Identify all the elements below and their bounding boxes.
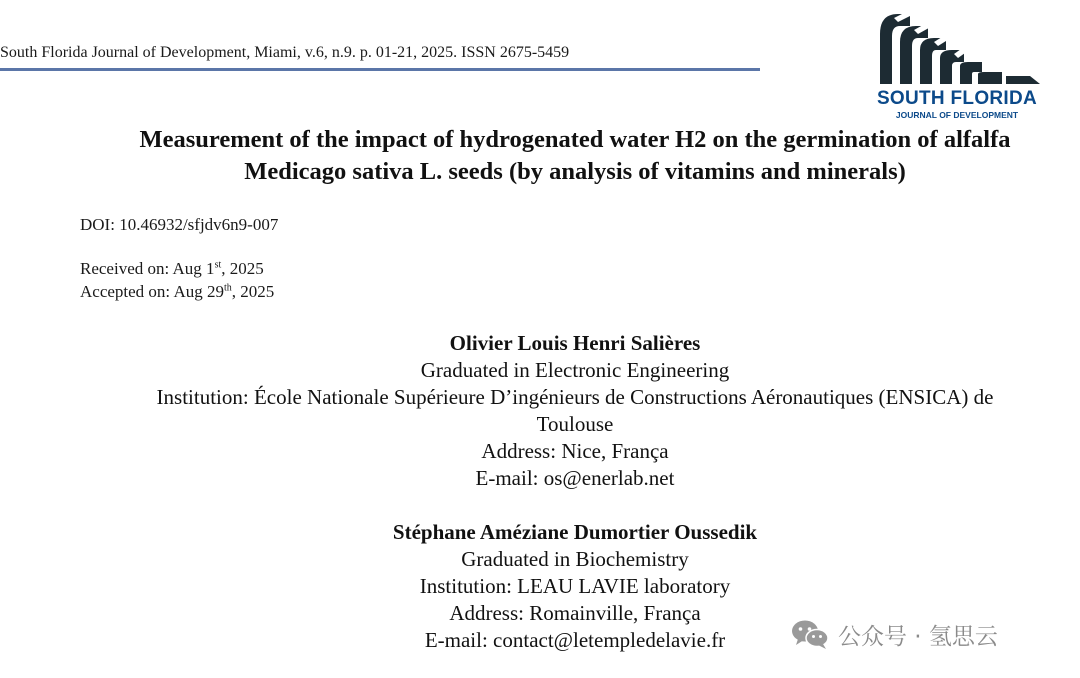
author-email: E-mail: contact@letempledelavie.fr [424,628,726,652]
wechat-icon [790,618,830,650]
doi: DOI: 10.46932/sfjdv6n9-007 [80,215,279,234]
received-suffix: , 2025 [221,259,264,278]
author-degree: Graduated in Electronic Engineering [420,358,730,382]
received-ordinal: st [214,259,222,271]
accepted-date [80,282,274,302]
author-institution: Institution: LEAU LAVIE laboratory [419,574,731,598]
watermark-text: 公众号 · 氢思云 [838,623,998,650]
article-title [60,124,1080,188]
accepted-prefix: Accepted on: Aug 29 [80,282,224,301]
accepted-ordinal: th [224,282,232,294]
author-institution-cont: Toulouse [536,412,614,436]
journal-logo [862,4,1052,122]
received-date [80,259,264,279]
author-email: E-mail: os@enerlab.net [475,466,675,490]
logo-line-2: JOURNAL OF DEVELOPMENT [895,110,1019,120]
author-institution: Institution: École Nationale Supérieure D’ingénieurs de Constructions Aéronautiques (ENSICA) de [156,385,994,409]
author-address: Address: Romainville, França [449,601,701,625]
author-name: Olivier Louis Henri Salières [449,331,701,355]
watermark [790,618,998,650]
title-line-1: Measurement of the impact of hydrogenated water H2 on the germination of alfalfa [139,126,1011,153]
author-block-1 [90,330,1060,492]
running-head: South Florida Journal of Development, Miami, v.6, n.9. p. 01-21, 2025. ISSN 2675-5459 [0,44,570,61]
author-address: Address: Nice, França [481,439,669,463]
logo-graphic [870,4,1045,88]
accepted-suffix: , 2025 [231,282,275,301]
author-degree: Graduated in Biochemistry [461,547,689,571]
header-rule [0,68,760,71]
received-prefix: Received on: Aug 1 [80,259,215,278]
author-name: Stéphane Améziane Dumortier Oussedik [392,520,758,544]
title-line-2: Medicago sativa L. seeds (by analysis of vitamins and minerals) [244,158,906,185]
logo-line-1: SOUTH FLORIDA [876,88,1038,109]
